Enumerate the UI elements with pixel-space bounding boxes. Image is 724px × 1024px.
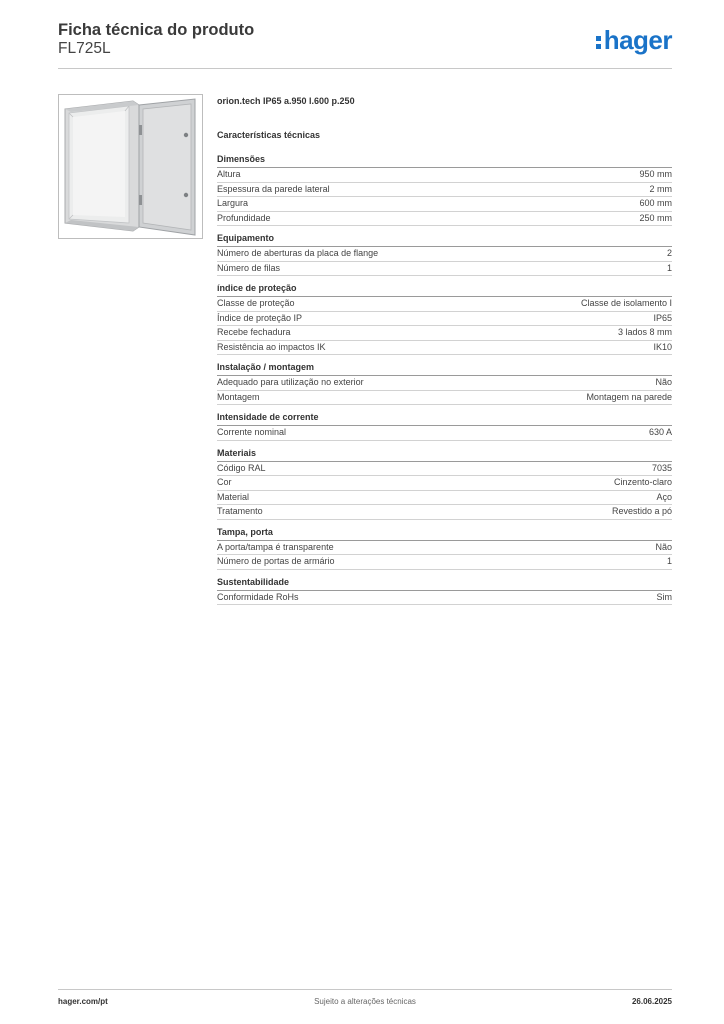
- footer-note: Sujeito a alterações técnicas: [314, 997, 416, 1006]
- spec-row: [217, 391, 672, 406]
- spec-label: Recebe fechadura: [217, 327, 291, 337]
- specifications: [217, 94, 672, 611]
- spec-value: Revestido a pó: [611, 506, 672, 516]
- spec-row: [217, 262, 672, 277]
- spec-value: 600 mm: [639, 198, 672, 208]
- spec-label: Corrente nominal: [217, 427, 287, 437]
- group-title: Intensidade de corrente: [217, 411, 672, 426]
- footer-date: 26.06.2025: [631, 997, 672, 1006]
- spec-row: [217, 426, 672, 441]
- logo-colon-icon: [596, 26, 602, 54]
- spec-row: [217, 491, 672, 506]
- spec-row: [217, 312, 672, 327]
- footer-divider: [58, 989, 672, 990]
- spec-row: [217, 376, 672, 391]
- spec-value: 3 lados 8 mm: [617, 327, 672, 337]
- group-title: Equipamento: [217, 232, 672, 247]
- product-code: FL725L: [58, 40, 111, 57]
- spec-row: [217, 183, 672, 198]
- spec-value: Aço: [656, 491, 672, 502]
- logo-text: hager: [603, 25, 672, 55]
- spec-label: Conformidade RoHs: [217, 591, 299, 602]
- spec-value: 250 mm: [639, 212, 672, 223]
- product-name: orion.tech IP65 a.950 l.600 p.250: [217, 96, 355, 106]
- spec-group-protection: [217, 282, 672, 355]
- spec-label: Número de aberturas da placa de flange: [217, 248, 379, 258]
- spec-label: Cor: [217, 477, 232, 487]
- spec-row: [217, 591, 672, 606]
- spec-value: 7035: [651, 462, 672, 473]
- spec-row: [217, 297, 672, 312]
- hager-logo[interactable]: [596, 26, 672, 54]
- spec-label: Número de filas: [217, 262, 281, 273]
- spec-value: Não: [655, 377, 672, 387]
- enclosure-cabinet-icon: [59, 95, 202, 238]
- spec-row: [217, 326, 672, 341]
- spec-label: A porta/tampa é transparente: [217, 541, 334, 552]
- spec-label: Material: [217, 491, 250, 502]
- spec-label: Profundidade: [217, 212, 271, 223]
- page-footer: [58, 997, 672, 1011]
- spec-label: Adequado para utilização no exterior: [217, 377, 364, 387]
- spec-value: 1: [666, 556, 672, 566]
- spec-group-current: [217, 411, 672, 441]
- document-title: Ficha técnica do produto: [58, 21, 255, 39]
- spec-row: [217, 168, 672, 183]
- spec-label: Espessura da parede lateral: [217, 183, 330, 194]
- spec-label: Código RAL: [217, 462, 266, 473]
- spec-label: Classe de proteção: [217, 298, 295, 308]
- spec-group-sustainability: [217, 576, 672, 606]
- product-image: [58, 94, 203, 239]
- spec-row: [217, 247, 672, 262]
- spec-label: Largura: [217, 198, 249, 208]
- spec-label: Montagem: [217, 391, 260, 402]
- spec-label: Tratamento: [217, 506, 263, 516]
- spec-value: 2: [666, 248, 672, 258]
- website-link[interactable]: hager.com/pt: [58, 997, 108, 1006]
- spec-group-dimensions: [217, 153, 672, 226]
- page-header: [58, 20, 672, 68]
- spec-label: Número de portas de armário: [217, 556, 335, 566]
- spec-label: Altura: [217, 169, 241, 179]
- spec-row: [217, 462, 672, 477]
- spec-value: Montagem na parede: [586, 391, 672, 402]
- spec-value: 1: [666, 262, 672, 273]
- spec-value: 950 mm: [639, 169, 672, 179]
- spec-row: [217, 197, 672, 212]
- section-title: Características técnicas: [217, 130, 321, 140]
- group-title: Materiais: [217, 447, 672, 462]
- group-title: Tampa, porta: [217, 526, 672, 541]
- group-title: Sustentabilidade: [217, 576, 672, 591]
- spec-row: [217, 341, 672, 356]
- spec-value: Sim: [656, 591, 672, 602]
- spec-value: Cinzento-claro: [613, 477, 672, 487]
- spec-row: [217, 212, 672, 227]
- spec-group-installation: [217, 361, 672, 405]
- spec-row: [217, 476, 672, 491]
- spec-value: Não: [655, 541, 672, 552]
- spec-label: Índice de proteção IP: [217, 312, 303, 323]
- spec-group-door: [217, 526, 672, 570]
- spec-value: IK10: [653, 341, 672, 352]
- group-title: índice de proteção: [217, 282, 672, 297]
- header-divider: [58, 68, 672, 69]
- spec-value: 2 mm: [649, 183, 672, 194]
- spec-value: IP65: [653, 312, 672, 323]
- spec-row: [217, 505, 672, 520]
- spec-row: [217, 555, 672, 570]
- spec-value: 630 A: [648, 427, 672, 437]
- spec-label: Resistência ao impactos IK: [217, 341, 326, 352]
- spec-group-materials: [217, 447, 672, 520]
- group-title: Instalação / montagem: [217, 361, 672, 376]
- spec-value: Classe de isolamento I: [580, 298, 672, 308]
- group-title: Dimensões: [217, 153, 672, 168]
- spec-group-equipment: [217, 232, 672, 276]
- spec-row: [217, 541, 672, 556]
